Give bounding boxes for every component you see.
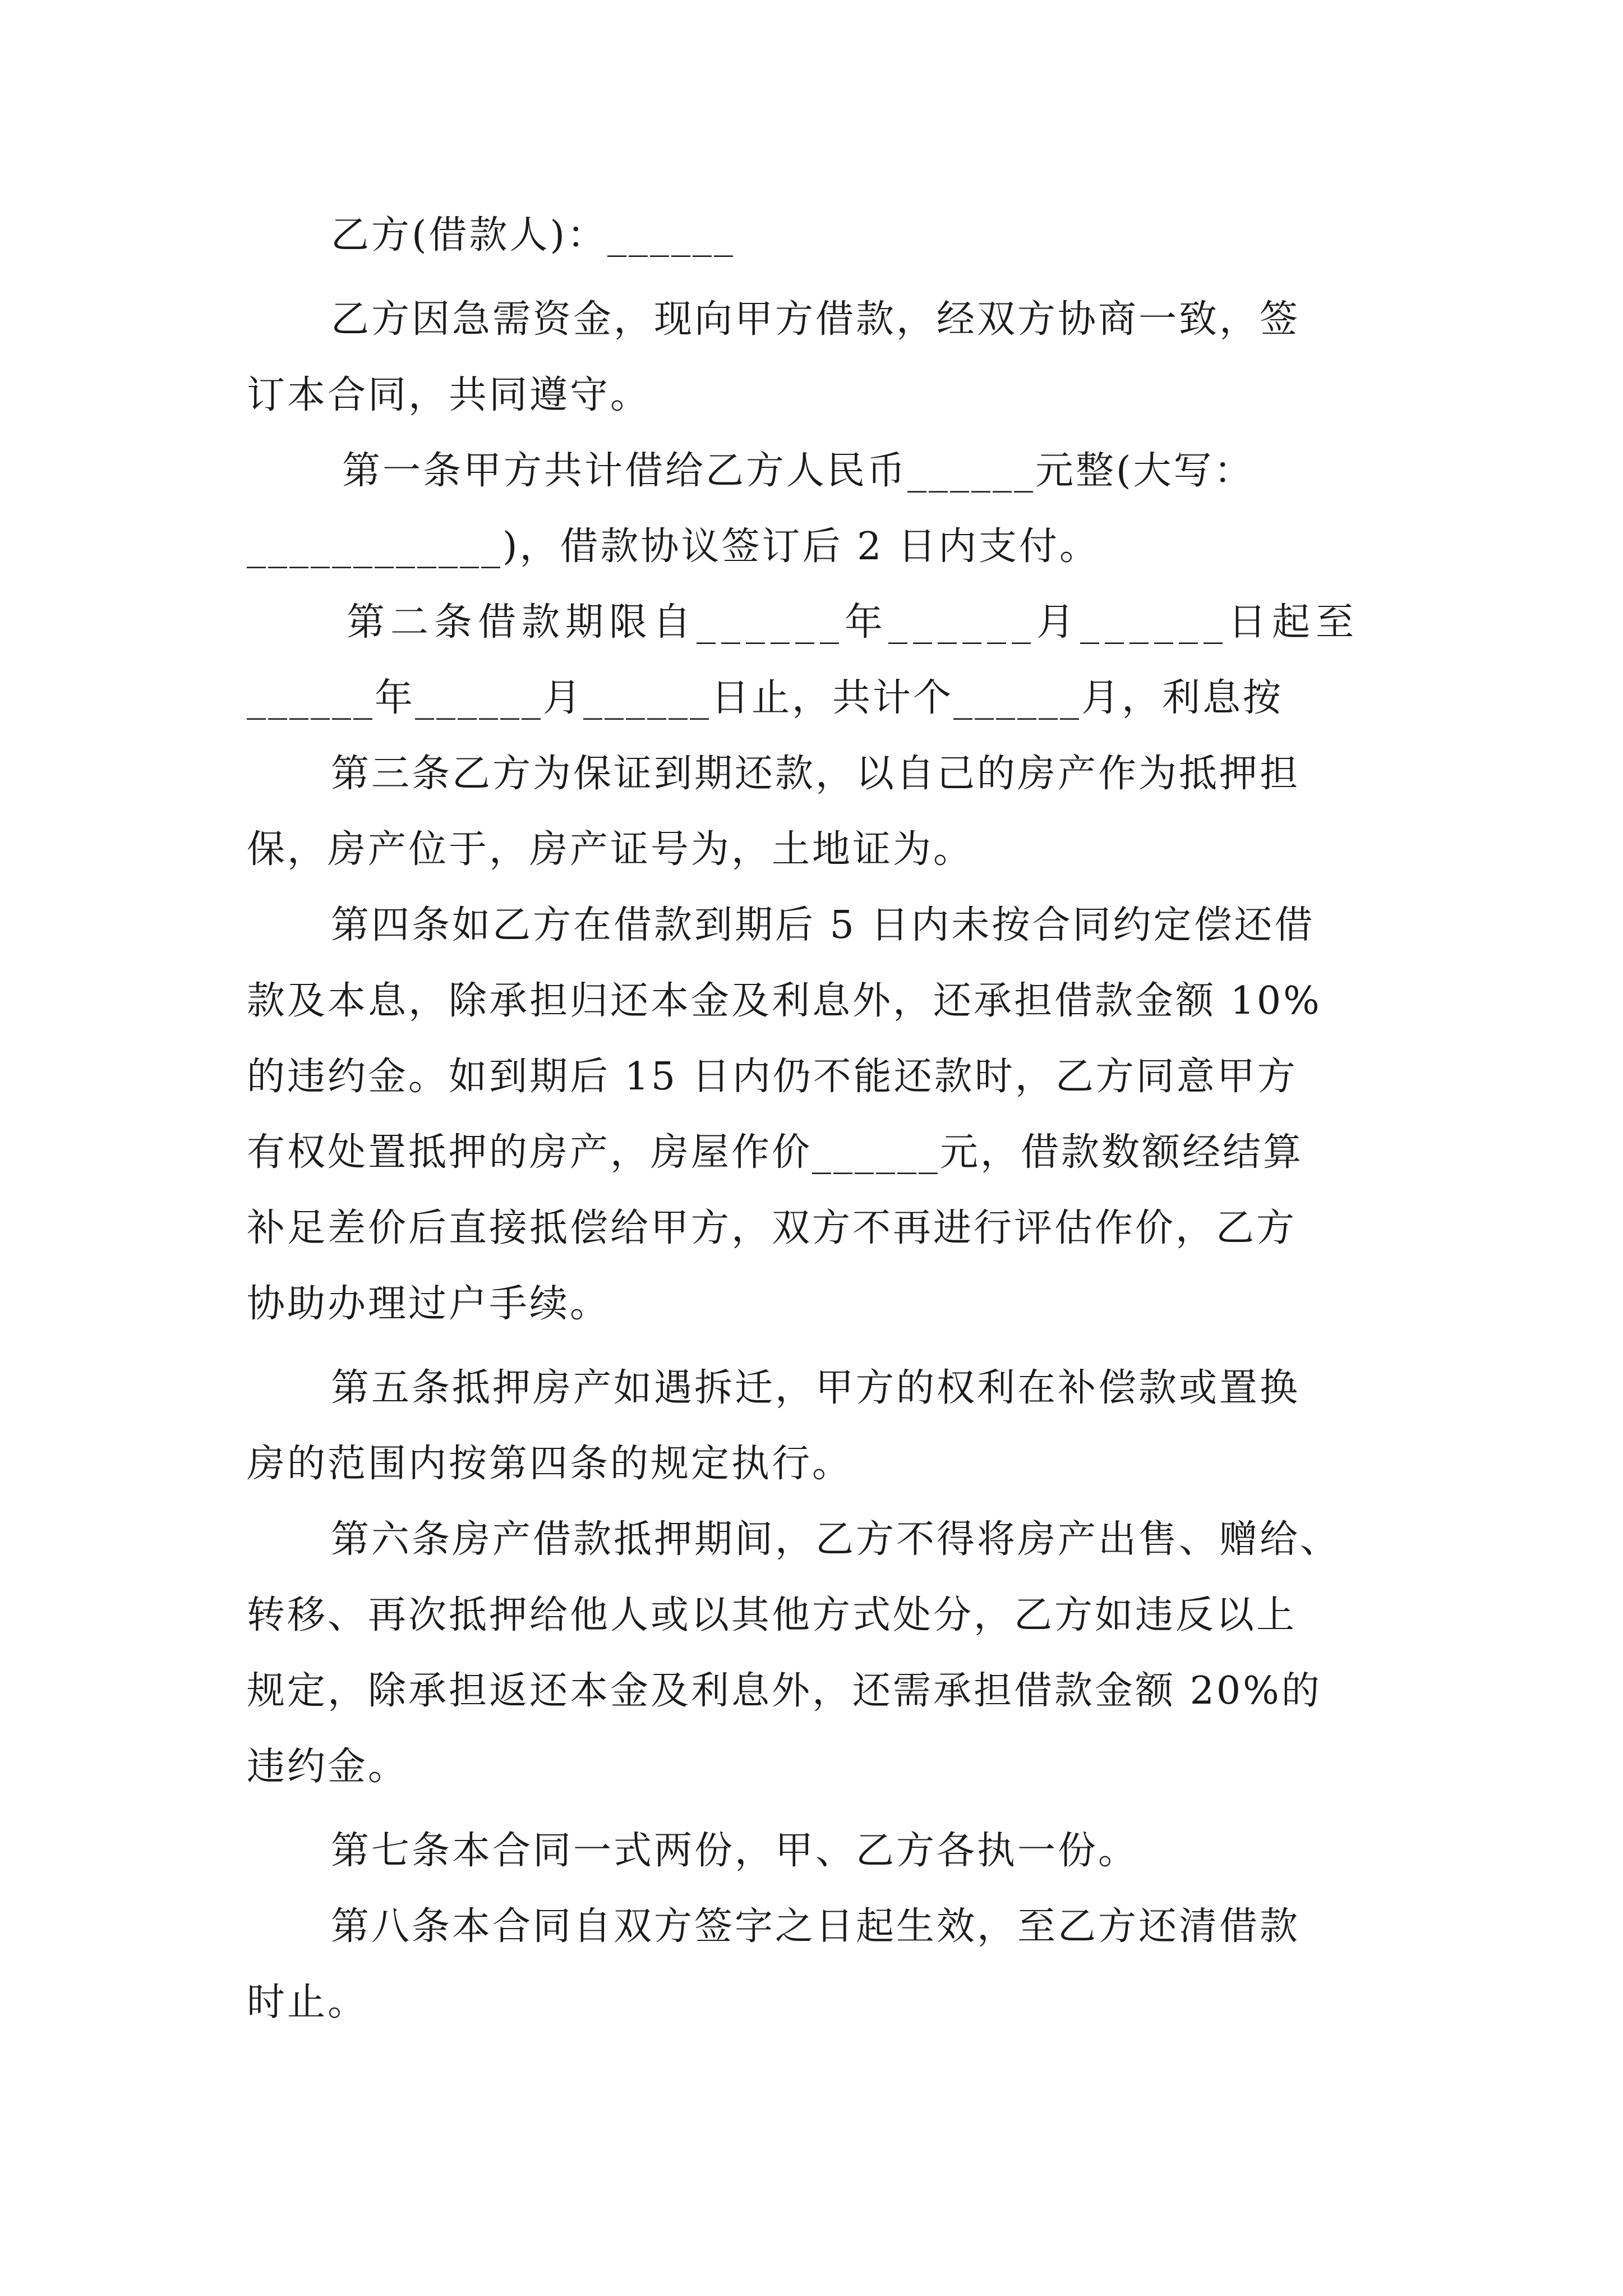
text-line: 第一条甲方共计借给乙方人民币______元整(大写： (342, 449, 1255, 493)
text-line: 订本合同，共同遵守。 (247, 373, 651, 417)
text-line: 规定，除承担返还本金及利息外，还需承担借款金额 20%的 (247, 1669, 1322, 1713)
text-line: 有权处置抵押的房产，房屋作价______元，借款数额经结算 (247, 1130, 1304, 1175)
text-line: 房的范围内按第四条的规定执行。 (247, 1442, 853, 1486)
text-line: 时止。 (247, 1980, 368, 2024)
text-line: 第七条本合同一式两份，甲、乙方各执一份。 (331, 1829, 1139, 1873)
text-line: ______年______月______日止，共计个______月，利息按 (247, 676, 1284, 720)
text-line: 协助办理过户手续。 (247, 1282, 611, 1326)
text-line: 保，房产位于，房产证号为，土地证为。 (247, 827, 974, 872)
text-line: 第二条借款期限自______年______月______日起至 (347, 600, 1360, 645)
text-line: 的违约金。如到期后 15 日内仍不能还款时，乙方同意甲方 (247, 1055, 1298, 1099)
text-line: 第五条抵押房产如遇拆迁，甲方的权利在补偿款或置换 (331, 1366, 1301, 1410)
text-line: 第四条如乙方在借款到期后 5 日内未按合同约定偿还借 (331, 903, 1315, 947)
text-line: 款及本息，除承担归还本金及利息外，还承担借款金额 10% (247, 979, 1322, 1023)
text-line: 转移、再次抵押给他人或以其他方式处分，乙方如违反以上 (247, 1593, 1297, 1637)
text-line: 第八条本合同自双方签字之日起生效，至乙方还清借款 (331, 1904, 1301, 1949)
text-line: ____________)，借款协议签订后 2 日内支付。 (247, 524, 1100, 569)
text-line: 乙方因急需资金，现向甲方借款，经双方协商一致，签 (331, 297, 1301, 342)
text-line: 补足差价后直接抵偿给甲方，双方不再进行评估作价，乙方 (247, 1206, 1297, 1250)
text-line: 第三条乙方为保证到期还款，以自己的房产作为抵押担 (331, 752, 1301, 796)
text-line: 第六条房产借款抵押期间，乙方不得将房产出售、赠给、 (331, 1517, 1341, 1562)
text-line: 违约金。 (247, 1745, 409, 1789)
text-line: 乙方(借款人)：______ (331, 213, 736, 257)
